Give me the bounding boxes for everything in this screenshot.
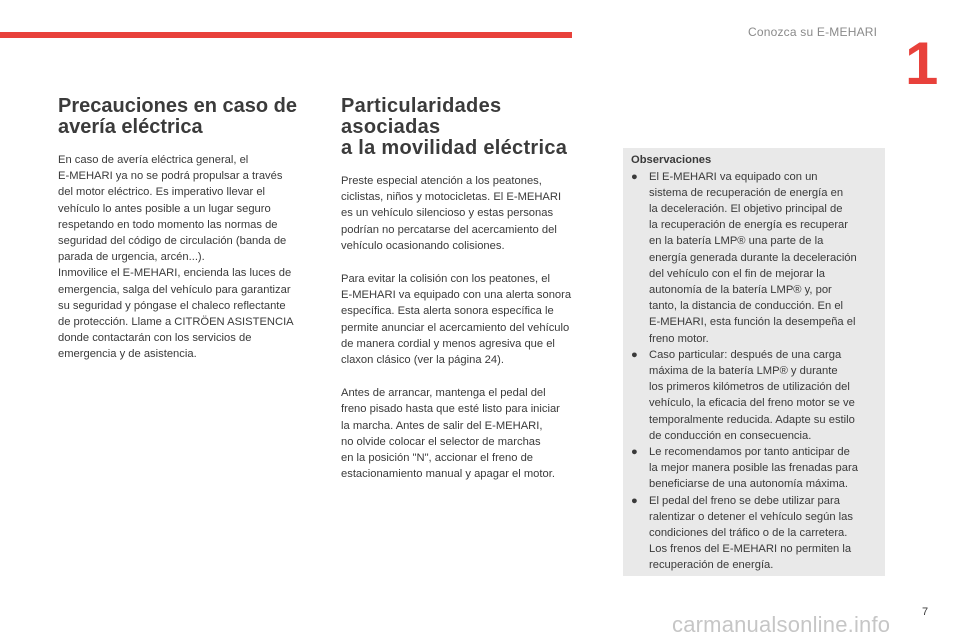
breakdown-paragraph: En caso de avería eléctrica general, el E-MEHARI ya no se podrá propulsar a través del motor eléctrico. Es imperativo llevar el vehículo lo antes posible a un lugar seguro respetando en todo momento las normas de seguridad del código de circulación (banda de parada de urgencia, arcén...). Inmovilice el E-MEHARI, encienda las luces de emergencia, salga del vehículo para garantizar su seguridad y póngase el chaleco reflectante de protección. Llame a CITRÖEN ASISTENCIA donde contactarán con los servicios de emergencia y de asistencia. [58, 154, 294, 361]
observations-title: Observaciones [631, 154, 712, 166]
list-item-text: Le recomendamos por tanto anticipar de la mejor manera posible las frenadas para beneficiarse de una autonomía máxima. [649, 445, 858, 491]
list-item [631, 347, 879, 444]
list-item [631, 169, 879, 347]
observations-list [631, 169, 879, 574]
breakdown-heading: Precauciones en caso de avería eléctrica [58, 95, 298, 138]
chapter-number: 1 [905, 30, 939, 97]
pedestrian-paragraph: Preste especial atención a los peatones, ciclistas, niños y motocicletas. El E-MEHARI es un vehículo silencioso y estas personas podrían no percatarse del acercamiento del vehículo ocasionando colisiones. [341, 175, 562, 252]
list-item [631, 444, 879, 493]
bullet-icon: ● [631, 170, 638, 183]
observations-box [623, 148, 885, 576]
electric-mobility-section [341, 96, 603, 499]
list-item-text: El E-MEHARI va equipado con un sistema de recuperación de energía en la deceleración. El objetivo principal de la recuperación de energía es recuperar en la batería LMP® una parte de la energía generada durante la deceleración del vehículo con el fin de mejorar la autonomía de la batería LMP® y, por tanto, la distancia de conducción. En el E-MEHARI, esta función la desempeña el freno motor. [649, 170, 857, 345]
list-item-text: El pedal del freno se debe utilizar para ralentizar o detener el vehículo según las condiciones del tráfico o de la carretera. Los frenos del E-MEHARI no permiten la recuperación de energía. [649, 494, 853, 572]
running-header-title: Conozca su E-MEHARI [748, 25, 878, 39]
bullet-icon: ● [631, 494, 638, 507]
list-item [631, 493, 879, 574]
page-number: 7 [922, 606, 929, 618]
header-accent-bar [0, 32, 572, 38]
electric-mobility-heading: Particularidades asociadas a la movilidad eléctrica [341, 95, 568, 159]
bullet-icon: ● [631, 445, 638, 458]
before-starting-paragraph: Antes de arrancar, mantenga el pedal del freno pisado hasta que esté listo para iniciar la marcha. Antes de salir del E-MEHARI, no olvide colocar el selector de marchas en la posición "N", accionar el freno de estacionamiento manual y apagar el motor. [341, 387, 560, 481]
breakdown-section [58, 96, 328, 363]
bullet-icon: ● [631, 348, 638, 361]
sound-alert-paragraph: Para evitar la colisión con los peatones, el E-MEHARI va equipado con una alerta sonora específica. Esta alerta sonora específica le permite anunciar el acercamiento del vehículo de manera cordial y menos agresiva que el claxon clásico (ver la página 24). [341, 273, 572, 367]
watermark: carmanualsonline.info [672, 612, 891, 637]
list-item-text: Caso particular: después de una carga máxima de la batería LMP® y durante los primeros kilómetros de utilización del vehículo, la eficacia del freno motor se ve temporalmente reducida. Adapte su estilo de conducción en consecuencia. [649, 348, 855, 442]
